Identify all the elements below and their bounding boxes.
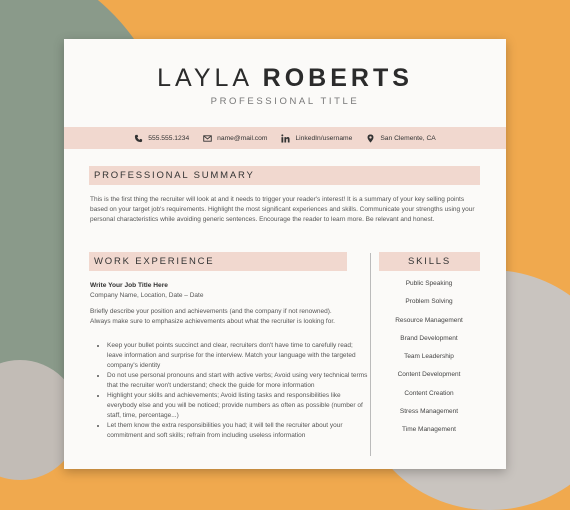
email-text: name@mail.com: [217, 134, 268, 142]
job-bullet: • Keep your bullet points succinct and clear, recruiters don't have time to carefully read; leave information and surprise for the interview. Match your language with the targeted company's identity: [107, 341, 369, 371]
experience-heading: [89, 252, 347, 271]
summary-text: This is the first thing the recruiter will look at and it needs to trigger your reader's interest! It is a summary of your key selling points based on your target job's requirements. Highlight the most significant experiences and skills. Communicate your strengths using your personal characteristics while avoiding generic sentences. Encourage the reader to learn more. Be relevant and honest.: [90, 196, 475, 223]
linkedin-icon: [281, 134, 290, 143]
skill-item: Content Creation: [404, 389, 454, 397]
job-bullet: • Highlight your skills and achievements; Avoid listing tasks and responsibilities like everybody else and you will be noticed; provide numbers as often as possible (number of staff, time, percentage...): [107, 391, 369, 421]
skill-item: Time Management: [402, 426, 456, 434]
summary-heading: [89, 166, 480, 185]
job-bullet: • Let them know the extra responsibilities you had; it will tell the recruiter about your commitment and soft skills; refrain from including useless information: [107, 421, 369, 441]
contact-bar: [64, 127, 506, 149]
candidate-name: [0, 64, 570, 93]
first-name: LAYLA: [157, 64, 252, 92]
skills-list: [379, 280, 479, 445]
phone-icon: [134, 134, 143, 143]
job-bullet: • Do not use personal pronouns and start with active verbs; Avoid using very technical terms that the recruiter won't understand; check the guide for more information: [107, 371, 369, 391]
skill-item: Stress Management: [399, 408, 459, 416]
skill-item: Brand Development: [400, 334, 458, 342]
skill-item: Public Speaking: [405, 280, 453, 287]
skill-item: Content Development: [397, 371, 461, 379]
linkedin-text: LinkedIn/username: [295, 134, 353, 142]
skill-item: Resource Management: [395, 316, 463, 324]
job-bullets: [90, 341, 369, 441]
contact-email: [203, 134, 267, 143]
job-description: Briefly describe your position and achievements (and the company if not renowned). Always make sure to emphasize achievements about what the recruiter is looking for.: [90, 308, 335, 325]
column-divider: [370, 253, 371, 456]
job-meta: Company Name, Location, Date – Date: [90, 292, 204, 299]
location-pin-icon: [366, 134, 375, 143]
skills-heading: [379, 252, 480, 271]
last-name: ROBERTS: [262, 64, 413, 92]
contact-location: [366, 134, 435, 143]
skill-item: Problem Solving: [405, 298, 453, 306]
mail-icon: [203, 134, 212, 143]
location-text: San Clemente, CA: [380, 134, 436, 142]
job-title: Write Your Job Title Here: [90, 282, 168, 289]
professional-title: PROFESSIONAL TITLE: [210, 96, 360, 107]
contact-phone: [134, 134, 189, 143]
experience-heading-label: WORK EXPERIENCE: [94, 256, 215, 267]
skills-heading-label: SKILLS: [407, 256, 451, 267]
summary-heading-label: PROFESSIONAL SUMMARY: [94, 170, 255, 181]
skill-item: Team Leadership: [404, 353, 454, 361]
contact-linkedin: [281, 134, 352, 143]
phone-text: 555.555.1234: [148, 134, 190, 142]
